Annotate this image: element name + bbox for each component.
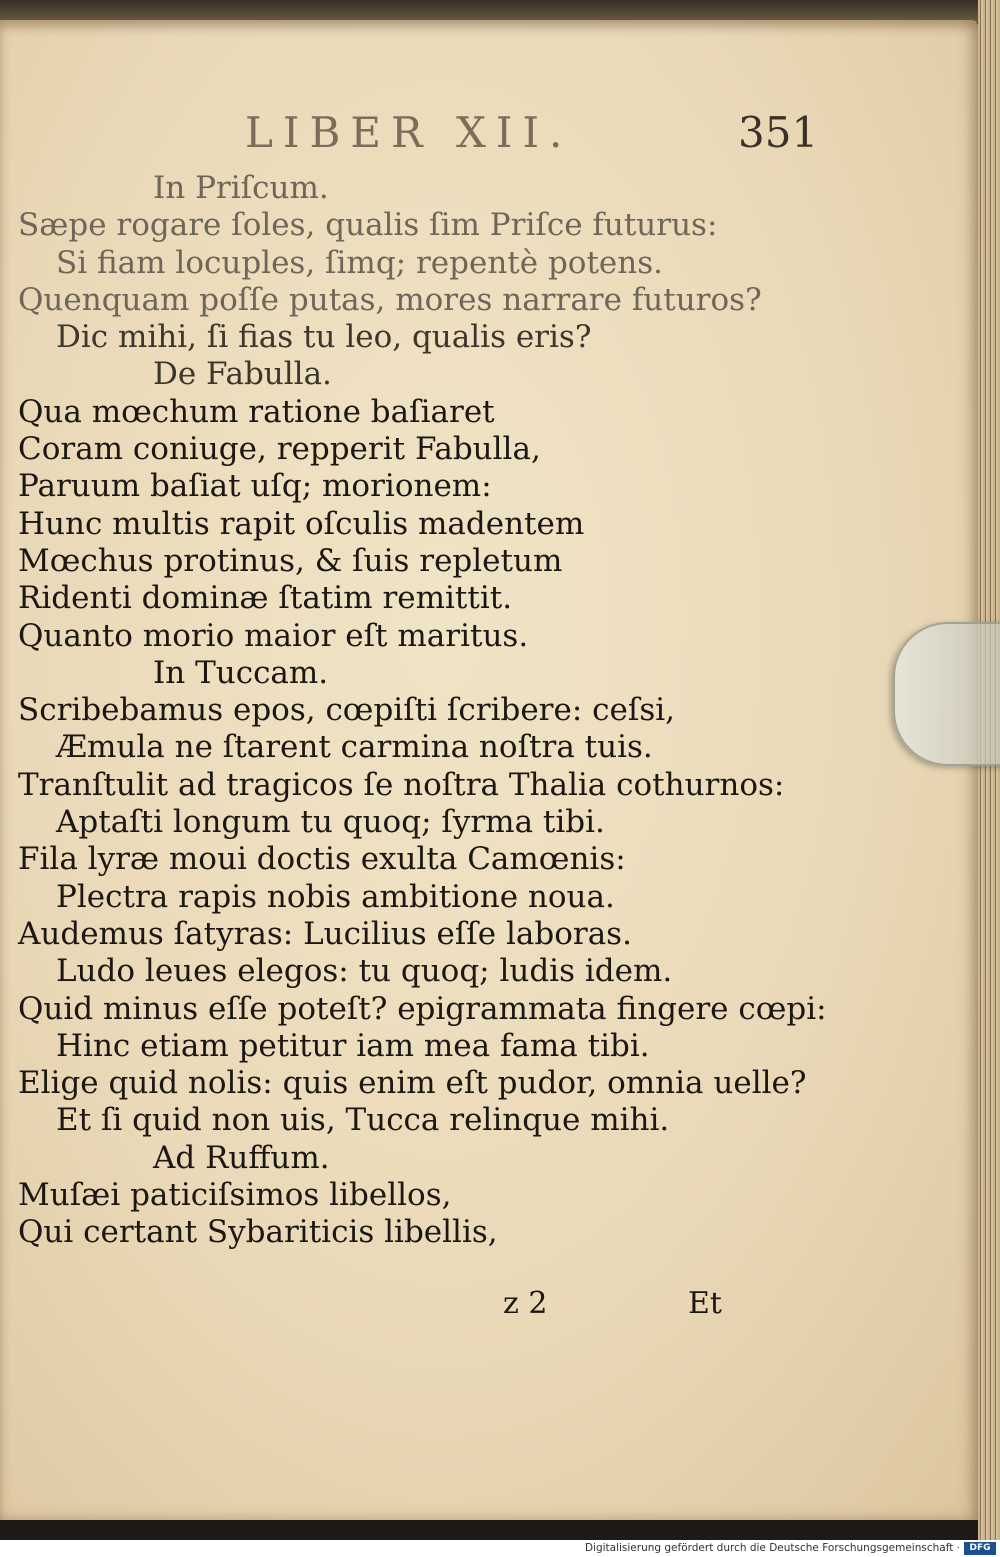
- verse-line: Qua mœchum ratione baſiaret: [18, 393, 495, 430]
- verse-line: Sæpe rogare ſoles, qualis ſim Priſce futurus:: [18, 207, 718, 244]
- poem-heading: De Fabulla.: [153, 356, 332, 393]
- dfg-logo: DFG: [964, 1542, 996, 1555]
- page-edges: [978, 0, 1000, 1540]
- verse-line: Plectra rapis nobis ambitione noua.: [56, 878, 615, 915]
- verse-line: Quanto morio maior eſt maritus.: [18, 617, 529, 654]
- verse-line: Elige quid nolis: quis enim eſt pudor, omnia uelle?: [18, 1065, 807, 1102]
- credit-bar: [0, 1540, 1000, 1557]
- verse-line: Hinc etiam petitur iam mea fama tibi.: [56, 1027, 650, 1064]
- page-text: [18, 170, 827, 1252]
- book-clip: [893, 622, 1000, 766]
- verse-line: Scribebamus epos, cœpiſti ſcribere: ceſsi,: [18, 692, 675, 729]
- verse-line: Coram coniuge, repperit Fabulla,: [18, 431, 541, 468]
- verse-line: Dic mihi, ſi fias tu leo, qualis eris?: [56, 319, 592, 356]
- book-page: [0, 20, 978, 1520]
- verse-line: Ridenti dominæ ſtatim remittit.: [18, 580, 513, 617]
- page-header: [0, 108, 978, 158]
- verse-line: Qui certant Sybariticis libellis,: [18, 1214, 498, 1251]
- verse-line: Muſæi paticiſsimos libellos,: [18, 1177, 452, 1214]
- verse-line: Fila lyræ moui doctis exulta Camœnis:: [18, 841, 626, 878]
- poem-heading: In Priſcum.: [153, 170, 329, 206]
- verse-line: Paruum baſiat uſq; morionem:: [18, 468, 492, 505]
- verse-line: Quenquam poſſe putas, mores narrare futuros?: [18, 281, 762, 318]
- running-head: LIBER XII.: [245, 108, 573, 157]
- verse-line: Audemus ſatyras: Lucilius eſſe laboras.: [18, 915, 632, 952]
- verse-line: Quid minus eſſe poteſt? epigrammata fingere cœpi:: [18, 990, 827, 1027]
- signature-mark: z 2: [503, 1286, 548, 1321]
- poem-heading: In Tuccam.: [153, 654, 329, 691]
- book-top-edge: [0, 0, 1000, 22]
- verse-line: Tranſtulit ad tragicos ſe noſtra Thalia cothurnos:: [18, 766, 785, 803]
- poem-heading: Ad Ruffum.: [153, 1139, 330, 1176]
- verse-line: Æmula ne ſtarent carmina noſtra tuis.: [56, 729, 653, 766]
- credit-text: Digitalisierung gefördert durch die Deutsche Forschungsgemeinschaft ·: [584, 1542, 960, 1554]
- verse-line: Mœchus protinus, & ſuis repletum: [18, 542, 563, 579]
- page-footer: [0, 1286, 978, 1326]
- verse-line: Ludo leues elegos: tu quoq; ludis idem.: [56, 953, 673, 990]
- page-number: 351: [738, 108, 819, 157]
- verse-line: Et ſi quid non uis, Tucca relinque mihi.: [56, 1102, 670, 1139]
- verse-line: Si fiam locuples, ſimq; repentè potens.: [56, 244, 663, 281]
- verse-line: Aptaſti longum tu quoq; ſyrma tibi.: [56, 804, 605, 841]
- catchword: Et: [688, 1286, 722, 1321]
- verse-line: Hunc multis rapit oſculis madentem: [18, 505, 585, 542]
